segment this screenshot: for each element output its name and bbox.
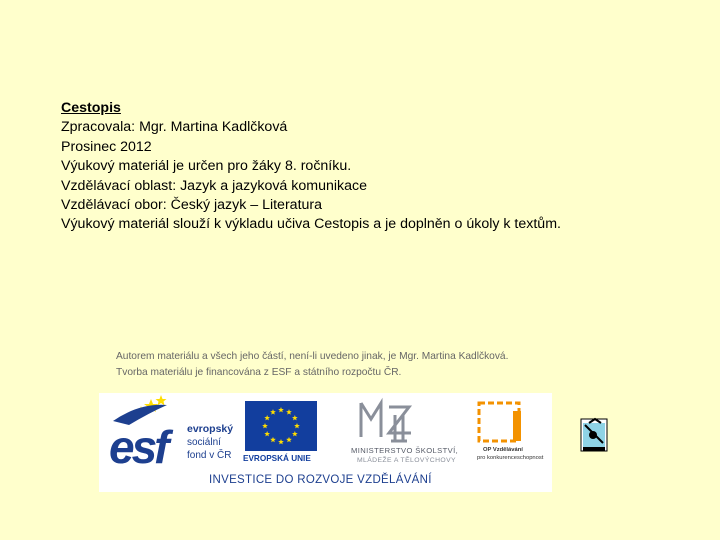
msmt-logo <box>351 403 458 464</box>
op-label-line1: OP Vzdělávání <box>483 447 523 453</box>
school-logo <box>571 413 615 457</box>
esf-star-icon <box>156 395 167 406</box>
esf-mark: esf <box>109 421 167 473</box>
op-logo <box>477 403 544 461</box>
logo-band <box>99 393 552 492</box>
education-area-line: Vzdělávací oblast: Jazyk a jazyková komunikace <box>61 177 367 194</box>
document-title: Cestopis <box>61 100 121 116</box>
logo-band-graphic <box>99 393 552 492</box>
education-field-line: Vzdělávací obor: Český jazyk – Literatura <box>61 197 323 214</box>
funding-credit-line: Tvorba materiálu je financována z ESF a státního rozpočtu ČR. <box>116 367 402 378</box>
esf-label-line3: fond v ČR <box>187 450 232 461</box>
description-line: Výukový materiál slouží k výkladu učiva Cestopis a je doplněn o úkoly k textům. <box>61 216 561 233</box>
esf-label-line2: sociální <box>187 437 221 448</box>
author-line: Zpracovala: Mgr. Martina Kadlčková <box>61 119 288 136</box>
msmt-label-line1: MINISTERSTVO ŠKOLSTVÍ, <box>351 446 459 455</box>
msmt-label-line2: MLÁDEŽE A TĚLOVÝCHOVY <box>357 457 456 464</box>
esf-label-line1: evropský <box>187 423 234 435</box>
eu-label: EVROPSKÁ UNIE <box>243 454 311 463</box>
target-group-line: Výukový materiál je určen pro žáky 8. ročníku. <box>61 158 352 175</box>
tagline: INVESTICE DO ROZVOJE VZDĚLÁVÁNÍ <box>209 474 432 486</box>
op-corner-icon <box>513 411 521 441</box>
date-line: Prosinec 2012 <box>61 138 152 155</box>
document-info <box>61 99 561 235</box>
esf-logo <box>109 395 233 473</box>
op-label-line2: pro konkurenceschopnost <box>477 455 544 461</box>
credits <box>116 349 508 381</box>
msmt-monogram-icon <box>361 403 411 441</box>
school-logo-icon <box>571 413 615 457</box>
author-credit-line: Autorem materiálu a všech jeho částí, není-li uvedeno jinak, je Mgr. Martina Kadlčková. <box>116 351 509 362</box>
eu-logo <box>243 401 317 463</box>
